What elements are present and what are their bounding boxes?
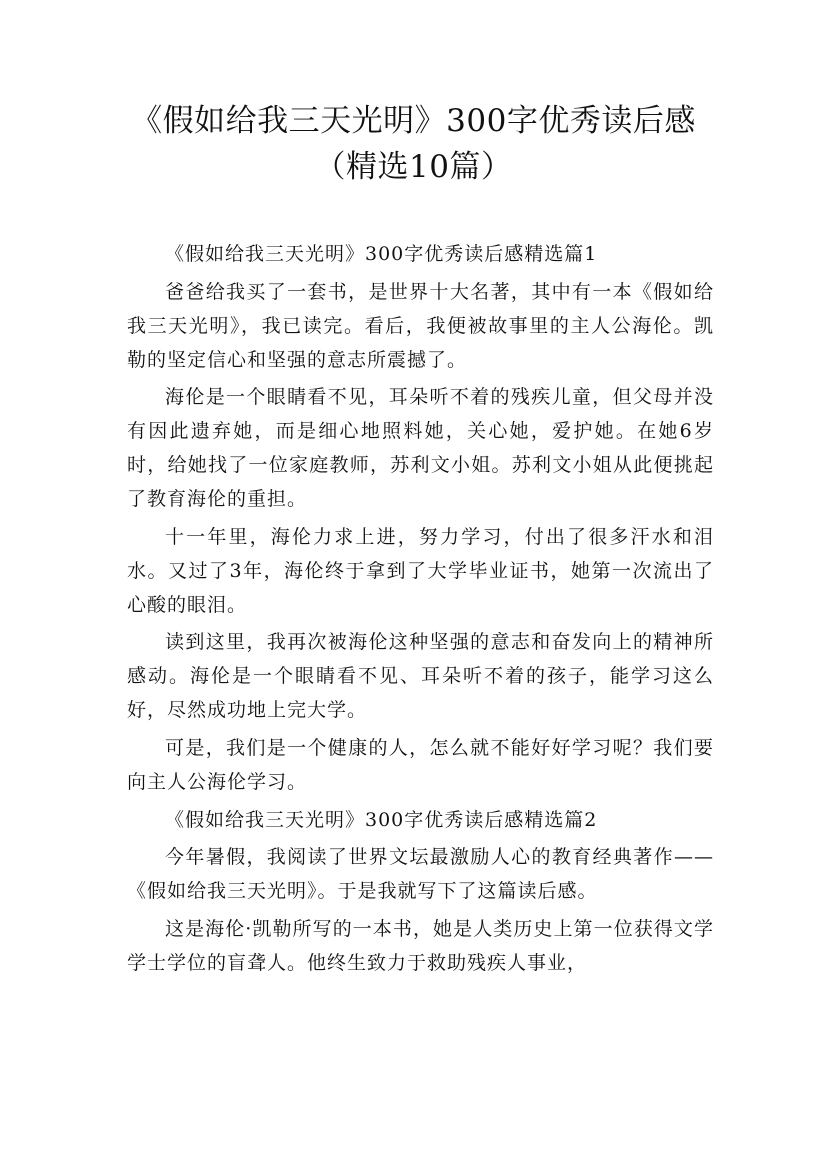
- section-heading: 《假如给我三天光明》300字优秀读后感精选篇2: [165, 808, 598, 831]
- document-body: [127, 237, 714, 983]
- section-heading: 《假如给我三天光明》300字优秀读后感精选篇1: [165, 243, 598, 265]
- body-paragraph: 这是海伦·凯勒所写的一本书，她是人类历史上第一位获得文学学士学位的盲聋人。他终生致力于救助残疾人事业，: [127, 917, 714, 974]
- body-paragraph: 十一年里，海伦力求上进，努力学习，付出了很多汗水和泪水。又过了3年，海伦终于拿到了大学毕业证书，她第一次流出了心酸的眼泪。: [127, 525, 714, 616]
- document-title: 《假如给我三天光明》300字优秀读后感（精选10篇）: [131, 103, 696, 185]
- body-paragraph: 爸爸给我买了一套书，是世界十大名著，其中有一本《假如给我三天光明》，我已读完。看后，我便被故事里的主人公海伦。凯勒的坚定信心和坚强的意志所震撼了。: [127, 280, 714, 371]
- body-paragraph: 海伦是一个眼睛看不见，耳朵听不着的残疾儿童，但父母并没有因此遗弃她，而是细心地照料她，关心她，爱护她。在她6岁时，给她找了一位家庭教师，苏利文小姐。苏利文小姐从此便挑起了教育海伦的重担。: [127, 386, 714, 511]
- body-paragraph: 可是，我们是一个健康的人，怎么就不能好好学习呢？我们要向主人公海伦学习。: [127, 736, 714, 793]
- body-paragraph: 今年暑假，我阅读了世界文坛最激励人心的教育经典著作——《假如给我三天光明》。于是我就写下了这篇读后感。: [127, 846, 714, 903]
- body-paragraph: 读到这里，我再次被海伦这种坚强的意志和奋发向上的精神所感动。海伦是一个眼睛看不见、耳朵听不着的孩子，能学习这么好，尽然成功地上完大学。: [127, 631, 714, 722]
